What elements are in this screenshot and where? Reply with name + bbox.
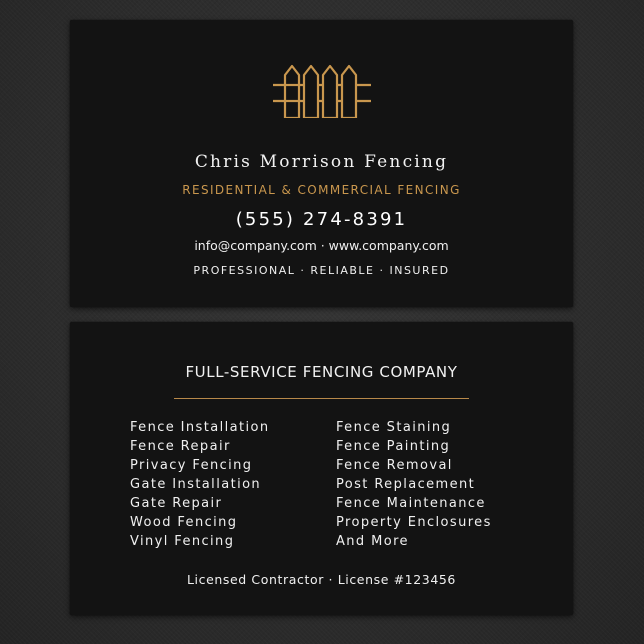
service-item: Vinyl Fencing xyxy=(130,534,235,549)
service-item: Fence Painting xyxy=(336,439,451,454)
company-name: Chris Morrison Fencing xyxy=(194,152,449,172)
business-card-back xyxy=(70,322,573,615)
service-item: Property Enclosures xyxy=(336,515,492,530)
business-card-front xyxy=(70,20,573,307)
gold-divider xyxy=(174,398,469,399)
services-list-left xyxy=(130,418,269,551)
service-item: Wood Fencing xyxy=(130,515,238,530)
service-item: Privacy Fencing xyxy=(130,458,253,473)
license-line: Licensed Contractor · License #123456 xyxy=(186,572,456,587)
tagline: RESIDENTIAL & COMMERCIAL FENCING xyxy=(182,183,461,197)
phone-number: (555) 274-8391 xyxy=(235,209,408,230)
service-item: Fence Installation xyxy=(130,420,270,435)
service-item: Fence Repair xyxy=(130,439,231,454)
service-item: Fence Staining xyxy=(336,420,452,435)
back-title: FULL-SERVICE FENCING COMPANY xyxy=(185,363,458,381)
service-item: Gate Installation xyxy=(130,477,262,492)
services-list-right xyxy=(336,418,492,551)
service-item: Fence Removal xyxy=(336,458,453,473)
service-item: And More xyxy=(336,534,409,549)
service-item: Post Replacement xyxy=(336,477,476,492)
values-line: PROFESSIONAL · RELIABLE · INSURED xyxy=(193,264,450,277)
service-item: Fence Maintenance xyxy=(336,496,486,511)
service-item: Gate Repair xyxy=(130,496,223,511)
fence-icon xyxy=(273,62,371,118)
contact-line: info@company.com · www.company.com xyxy=(194,238,449,253)
